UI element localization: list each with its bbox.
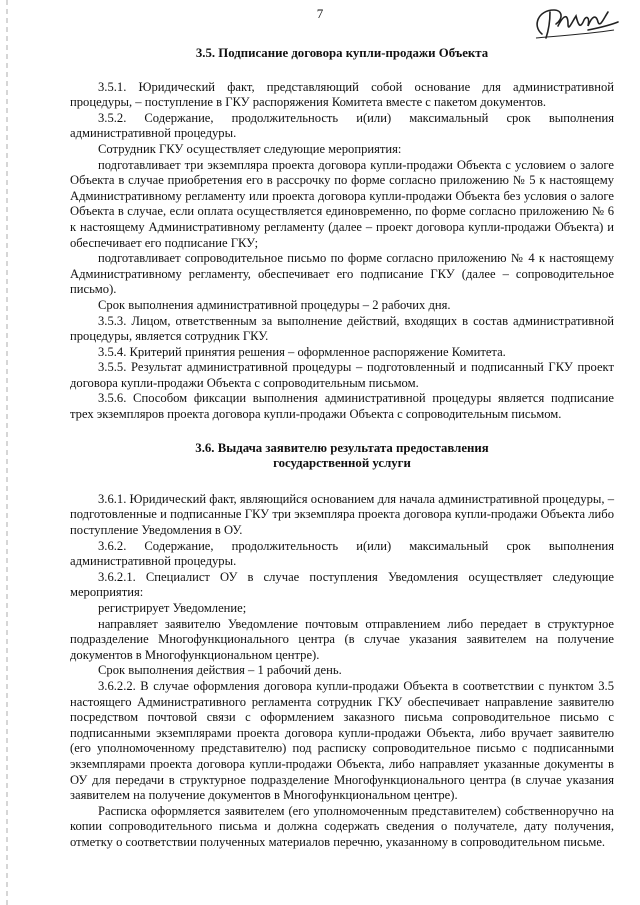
scan-edge bbox=[6, 0, 8, 905]
paragraph-3-6-receipt: Расписка оформляется заявителем (его уполномоченным представителем) собственноручно на копии сопроводительного письма и должна содержать сведения о получателе, дату получения, отметку о соответствии полученных материалов перечню, указанному в сопроводительном письме. bbox=[70, 803, 614, 849]
paragraph-3-5-staff: Сотрудник ГКУ осуществляет следующие мероприятия: bbox=[98, 141, 402, 156]
section-3-6-title-line2: государственной услуги bbox=[273, 456, 411, 471]
section-3-6-title-line1: 3.6. Выдача заявителю результата предоставления bbox=[195, 440, 489, 455]
paragraph-3-5-3: 3.5.3. Лицом, ответственным за выполнение действий, входящих в состав административной процедуры, является сотрудник ГКУ. bbox=[70, 313, 614, 344]
paragraph-3-5-2: 3.5.2. Содержание, продолжительность и(или) максимальный срок выполнения административной процедуры. bbox=[70, 110, 614, 141]
section-3-5-title: 3.5. Подписание договора купли-продажи Объекта bbox=[195, 46, 489, 60]
paragraph-3-6-2: 3.6.2. Содержание, продолжительность и(или) максимальный срок выполнения административной процедуры. bbox=[70, 538, 614, 569]
paragraph-3-6-send: направляет заявителю Уведомление почтовым отправлением либо передает в структурное подразделение Многофункционального центра (в случае указания заявителем на получение документов в Многофункциональном центре). bbox=[70, 616, 614, 662]
paragraph-3-5-1: 3.5.1. Юридический факт, представляющий собой основание для административной процедуры, – поступление в ГКУ распоряжения Комитета вместе с пакетом документов. bbox=[70, 79, 614, 110]
paragraph-3-6-2-2: 3.6.2.2. В случае оформления договора купли-продажи Объекта в соответствии с пунктом 3.5 настоящего Административного регламента сотрудник ГКУ обеспечивает направление заявителю посредством почтовой связи с оформлением заказного письма сопроводительное письмо с подписанными экземплярами проекта договора купли-продажи Объекта, либо вручает заявителю (его уполномоченному представителю) под расписку сопроводительное письмо с подписанными экземплярами проекта договора купли-продажи Объекта, либо направляет указанные документы в ОУ для передачи в структурное подразделение Многофункционального центра (в случае указания заявителем на получение документов в Многофункциональном центре). bbox=[70, 678, 614, 803]
paragraph-3-5-term: Срок выполнения административной процедуры – 2 рабочих дня. bbox=[98, 297, 451, 312]
paragraph-3-5-5: 3.5.5. Результат административной процедуры – подготовленный и подписанный ГКУ проект договора купли-продажи Объекта с сопроводительным письмом. bbox=[70, 360, 614, 390]
section-3-5-body bbox=[70, 80, 614, 423]
handwritten-signature bbox=[528, 4, 620, 44]
paragraph-3-6-register: регистрирует Уведомление; bbox=[98, 601, 247, 615]
document-body bbox=[70, 46, 614, 851]
paragraph-3-5-prepare-letter: подготавливает сопроводительное письмо по форме согласно приложению № 4 к настоящему Административному регламенту, обеспечивает его подписание ГКУ (далее – сопроводительное письмо). bbox=[70, 251, 614, 297]
section-3-6-body bbox=[70, 492, 614, 851]
paragraph-3-6-term: Срок выполнения действия – 1 рабочий день. bbox=[98, 663, 342, 678]
paragraph-3-6-1: 3.6.1. Юридический факт, являющийся основанием для начала административной процедуры, – подготовленные и подписанные ГКУ три экземпляра проекта договора купли-продажи Объекта либо поступление Уведомления в ОУ. bbox=[70, 491, 614, 538]
paragraph-3-5-4: 3.5.4. Критерий принятия решения – оформленное распоряжение Комитета. bbox=[98, 344, 506, 359]
paragraph-3-6-2-1: 3.6.2.1. Специалист ОУ в случае поступления Уведомления осуществляет следующие мероприятия: bbox=[70, 569, 614, 600]
section-3-6-title bbox=[70, 441, 614, 472]
paragraph-3-5-6: 3.5.6. Способом фиксации выполнения административной процедуры является подписание трех экземпляров проекта договора купли-продажи Объекта с сопроводительным письмом. bbox=[70, 391, 614, 422]
page-number: 7 bbox=[316, 6, 324, 21]
paragraph-3-5-prepare-contract: подготавливает три экземпляра проекта договора купли-продажи Объекта с условием о залоге Объекта в случае приобретения его в рассрочку по форме согласно приложению № 5 к настоящему Административному регламенту или проекта договора купли-продажи Объекта без условия о залоге Объекта в случае, если оплата осуществляется единовременно, по форме согласно приложению № 6 к настоящему Административному регламенту (далее – проект договора купли-продажи Объекта) и обеспечивает его подписание ГКУ; bbox=[70, 157, 614, 250]
